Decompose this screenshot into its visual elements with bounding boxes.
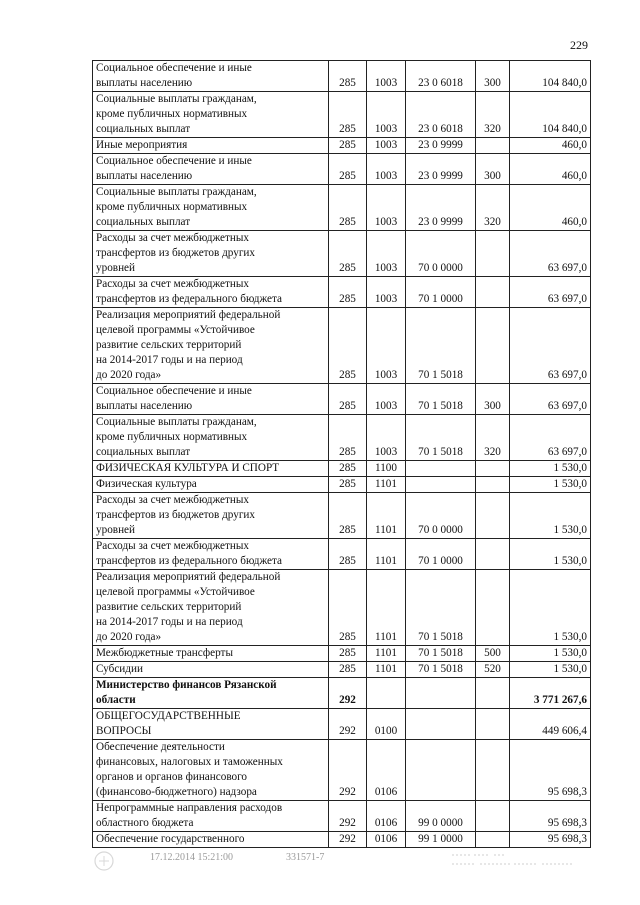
row-name-cell: Обеспечение государственного	[93, 832, 329, 848]
row-target-cell: 70 1 5018	[406, 662, 476, 678]
row-section-cell: 0106	[367, 801, 406, 832]
row-expense-type-cell: 320	[476, 185, 510, 231]
row-name-cell: Социальное обеспечение и иные выплаты населению	[93, 384, 329, 415]
table-row	[93, 231, 591, 277]
row-expense-type-cell	[476, 570, 510, 646]
table-row	[93, 570, 591, 646]
table-row	[93, 801, 591, 832]
row-name-cell: Реализация мероприятий федеральной целевой программы «Устойчивое развитие сельских территорий на 2014-2017 годы и на период до 2020 года»	[93, 570, 329, 646]
row-section-cell: 0106	[367, 740, 406, 801]
table-row	[93, 384, 591, 415]
row-expense-type-cell	[476, 477, 510, 493]
row-name-cell: Обеспечение деятельности финансовых, налоговых и таможенных органов и органов финансового (финансово-бюджетного) надзора	[93, 740, 329, 801]
row-amount-cell: 63 697,0	[510, 384, 591, 415]
row-ved-cell: 285	[329, 384, 367, 415]
row-amount-cell: 3 771 267,6	[510, 678, 591, 709]
row-ved-cell: 285	[329, 539, 367, 570]
row-name-cell: Социальные выплаты гражданам, кроме публичных нормативных социальных выплат	[93, 415, 329, 461]
row-name-cell: Расходы за счет межбюджетных трансфертов из федерального бюджета	[93, 277, 329, 308]
table-row	[93, 308, 591, 384]
row-ved-cell: 285	[329, 61, 367, 92]
row-amount-cell: 63 697,0	[510, 415, 591, 461]
row-section-cell: 1003	[367, 231, 406, 277]
row-name-cell: Социальное обеспечение и иные выплаты населению	[93, 61, 329, 92]
row-ved-cell: 285	[329, 92, 367, 138]
row-section-cell: 1003	[367, 138, 406, 154]
table-row	[93, 138, 591, 154]
row-target-cell: 70 0 0000	[406, 493, 476, 539]
row-name-cell: Физическая культура	[93, 477, 329, 493]
page-number: 229	[570, 38, 588, 52]
row-target-cell: 23 0 6018	[406, 61, 476, 92]
row-section-cell: 1003	[367, 154, 406, 185]
table-row	[93, 185, 591, 231]
row-name-cell: Субсидии	[93, 662, 329, 678]
footer-doc-id: 331571-7	[286, 852, 325, 863]
row-expense-type-cell: 300	[476, 384, 510, 415]
row-target-cell	[406, 709, 476, 740]
row-amount-cell: 104 840,0	[510, 92, 591, 138]
row-section-cell: 0100	[367, 709, 406, 740]
row-amount-cell: 63 697,0	[510, 231, 591, 277]
row-ved-cell: 285	[329, 277, 367, 308]
row-section-cell: 1003	[367, 185, 406, 231]
row-expense-type-cell	[476, 138, 510, 154]
row-section-cell: 1101	[367, 477, 406, 493]
row-target-cell: 70 1 5018	[406, 646, 476, 662]
row-ved-cell: 285	[329, 308, 367, 384]
table-row	[93, 61, 591, 92]
row-target-cell: 70 1 5018	[406, 570, 476, 646]
row-expense-type-cell	[476, 231, 510, 277]
row-target-cell: 70 1 5018	[406, 415, 476, 461]
row-ved-cell: 292	[329, 832, 367, 848]
table-row	[93, 740, 591, 801]
row-target-cell: 99 1 0000	[406, 832, 476, 848]
budget-table-body	[93, 61, 591, 848]
row-name-cell: Расходы за счет межбюджетных трансфертов из федерального бюджета	[93, 539, 329, 570]
row-section-cell: 1003	[367, 277, 406, 308]
row-target-cell	[406, 740, 476, 801]
row-name-cell: Министерство финансов Рязанской области	[93, 678, 329, 709]
row-name-cell: Социальные выплаты гражданам, кроме публичных нормативных социальных выплат	[93, 185, 329, 231]
table-row	[93, 646, 591, 662]
row-ved-cell: 292	[329, 678, 367, 709]
table-row	[93, 477, 591, 493]
row-amount-cell: 1 530,0	[510, 662, 591, 678]
row-amount-cell: 1 530,0	[510, 461, 591, 477]
row-name-cell: ОБЩЕГОСУДАРСТВЕННЫЕ ВОПРОСЫ	[93, 709, 329, 740]
row-amount-cell: 460,0	[510, 138, 591, 154]
row-amount-cell: 460,0	[510, 154, 591, 185]
row-ved-cell: 285	[329, 493, 367, 539]
table-row	[93, 154, 591, 185]
row-expense-type-cell: 500	[476, 646, 510, 662]
row-amount-cell: 449 606,4	[510, 709, 591, 740]
row-target-cell: 70 1 0000	[406, 539, 476, 570]
row-target-cell: 23 0 9999	[406, 185, 476, 231]
table-row	[93, 678, 591, 709]
row-amount-cell: 460,0	[510, 185, 591, 231]
row-section-cell: 1101	[367, 646, 406, 662]
table-row	[93, 832, 591, 848]
table-row	[93, 415, 591, 461]
row-section-cell: 1101	[367, 662, 406, 678]
row-target-cell: 23 0 6018	[406, 92, 476, 138]
table-row	[93, 662, 591, 678]
row-name-cell: Расходы за счет межбюджетных трансфертов из бюджетов других уровней	[93, 493, 329, 539]
row-target-cell: 70 1 0000	[406, 277, 476, 308]
row-expense-type-cell	[476, 493, 510, 539]
row-amount-cell: 1 530,0	[510, 646, 591, 662]
faded-signature-icon	[450, 849, 580, 871]
row-expense-type-cell	[476, 832, 510, 848]
row-target-cell: 23 0 9999	[406, 138, 476, 154]
row-section-cell: 1101	[367, 493, 406, 539]
row-ved-cell: 285	[329, 477, 367, 493]
row-name-cell: ФИЗИЧЕСКАЯ КУЛЬТУРА И СПОРТ	[93, 461, 329, 477]
row-target-cell	[406, 477, 476, 493]
row-expense-type-cell	[476, 709, 510, 740]
row-amount-cell: 95 698,3	[510, 740, 591, 801]
row-amount-cell: 95 698,3	[510, 832, 591, 848]
row-section-cell: 1003	[367, 308, 406, 384]
table-row	[93, 493, 591, 539]
row-ved-cell: 285	[329, 570, 367, 646]
row-ved-cell: 285	[329, 415, 367, 461]
row-expense-type-cell	[476, 801, 510, 832]
row-section-cell: 1100	[367, 461, 406, 477]
budget-table	[92, 60, 591, 848]
table-row	[93, 277, 591, 308]
row-target-cell: 70 0 0000	[406, 231, 476, 277]
row-section-cell: 1003	[367, 384, 406, 415]
table-row	[93, 709, 591, 740]
row-section-cell	[367, 678, 406, 709]
row-ved-cell: 285	[329, 154, 367, 185]
row-target-cell: 70 1 5018	[406, 308, 476, 384]
row-target-cell: 23 0 9999	[406, 154, 476, 185]
row-section-cell: 1101	[367, 570, 406, 646]
row-amount-cell: 1 530,0	[510, 493, 591, 539]
row-amount-cell: 104 840,0	[510, 61, 591, 92]
row-target-cell	[406, 461, 476, 477]
row-amount-cell: 95 698,3	[510, 801, 591, 832]
row-ved-cell: 285	[329, 185, 367, 231]
row-expense-type-cell	[476, 678, 510, 709]
row-name-cell: Реализация мероприятий федеральной целевой программы «Устойчивое развитие сельских территорий на 2014-2017 годы и на период до 2020 года»	[93, 308, 329, 384]
row-expense-type-cell	[476, 308, 510, 384]
row-section-cell: 1101	[367, 539, 406, 570]
row-ved-cell: 285	[329, 231, 367, 277]
row-expense-type-cell: 300	[476, 61, 510, 92]
row-section-cell: 1003	[367, 92, 406, 138]
row-ved-cell: 285	[329, 646, 367, 662]
row-name-cell: Расходы за счет межбюджетных трансфертов из бюджетов других уровней	[93, 231, 329, 277]
row-amount-cell: 63 697,0	[510, 308, 591, 384]
table-row	[93, 461, 591, 477]
row-expense-type-cell: 320	[476, 415, 510, 461]
row-ved-cell: 292	[329, 740, 367, 801]
row-name-cell: Социальные выплаты гражданам, кроме публичных нормативных социальных выплат	[93, 92, 329, 138]
row-ved-cell: 285	[329, 138, 367, 154]
row-expense-type-cell	[476, 277, 510, 308]
row-name-cell: Непрограммные направления расходов областного бюджета	[93, 801, 329, 832]
row-amount-cell: 63 697,0	[510, 277, 591, 308]
row-expense-type-cell	[476, 740, 510, 801]
row-ved-cell: 292	[329, 709, 367, 740]
row-target-cell	[406, 678, 476, 709]
row-section-cell: 1003	[367, 415, 406, 461]
row-amount-cell: 1 530,0	[510, 539, 591, 570]
row-target-cell: 99 0 0000	[406, 801, 476, 832]
table-row	[93, 539, 591, 570]
watermark-stamp-icon	[92, 849, 116, 873]
footer-timestamp: 17.12.2014 15:21:00	[150, 852, 234, 863]
row-ved-cell: 285	[329, 662, 367, 678]
row-target-cell: 70 1 5018	[406, 384, 476, 415]
row-expense-type-cell: 520	[476, 662, 510, 678]
row-ved-cell: 292	[329, 801, 367, 832]
row-amount-cell: 1 530,0	[510, 570, 591, 646]
row-section-cell: 1003	[367, 61, 406, 92]
row-section-cell: 0106	[367, 832, 406, 848]
table-row	[93, 92, 591, 138]
row-name-cell: Иные мероприятия	[93, 138, 329, 154]
row-expense-type-cell: 300	[476, 154, 510, 185]
row-expense-type-cell	[476, 461, 510, 477]
row-expense-type-cell: 320	[476, 92, 510, 138]
row-name-cell: Социальное обеспечение и иные выплаты населению	[93, 154, 329, 185]
row-name-cell: Межбюджетные трансферты	[93, 646, 329, 662]
row-amount-cell: 1 530,0	[510, 477, 591, 493]
row-ved-cell: 285	[329, 461, 367, 477]
row-expense-type-cell	[476, 539, 510, 570]
